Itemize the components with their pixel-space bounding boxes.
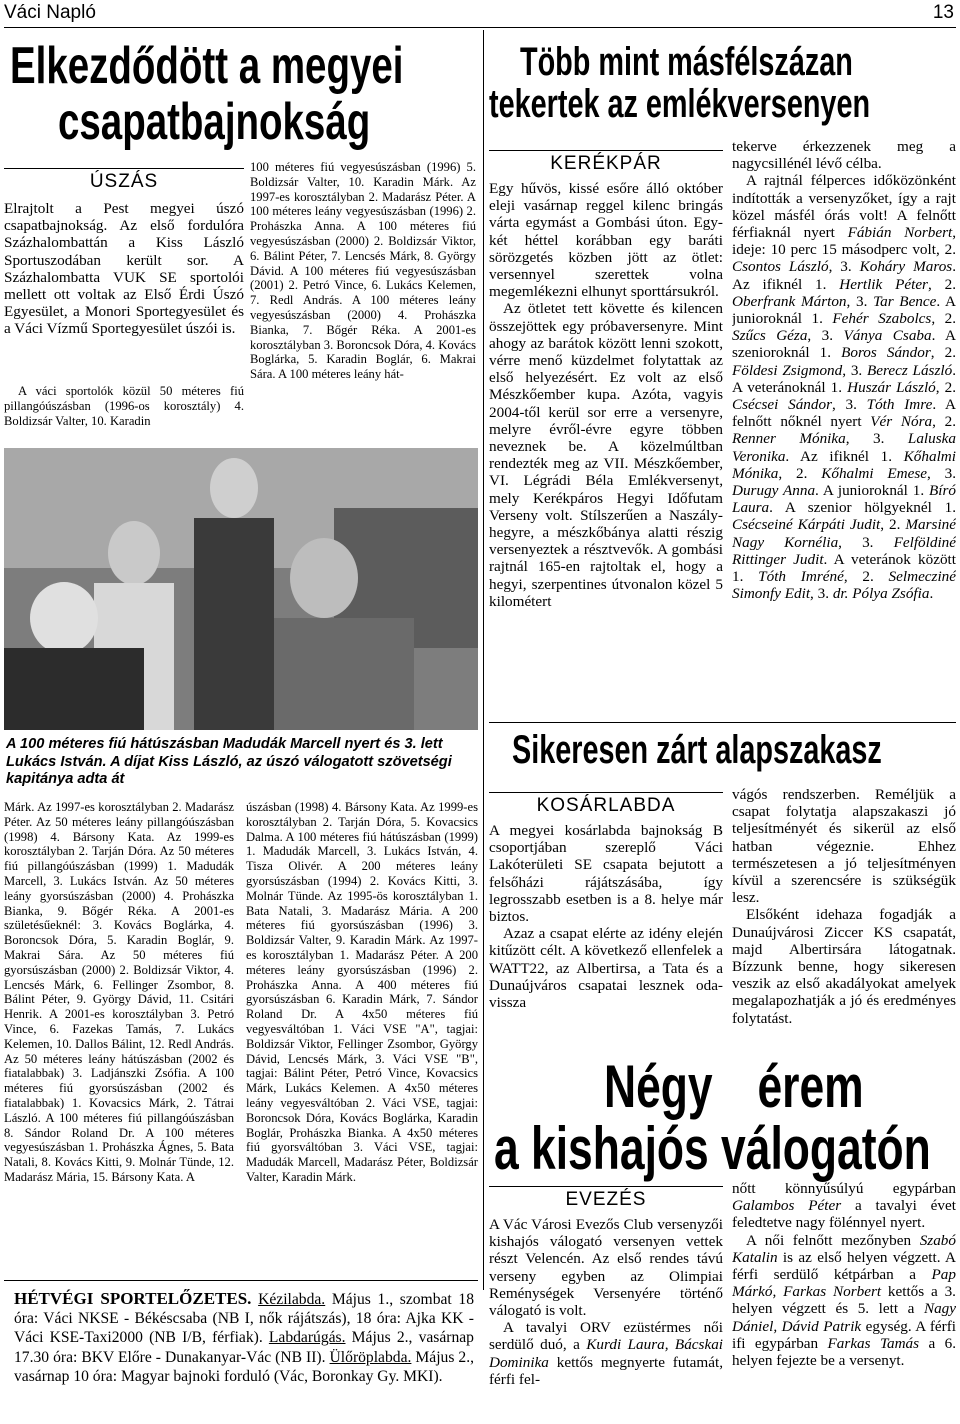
swim-section-label: ÚSZÁS <box>4 168 244 196</box>
column-divider <box>483 30 484 1290</box>
weekend-t2: Május 2., vasárnap 17.30 óra: BKV Előre - Dunakanyar-Vác (NB II). <box>14 1329 474 1366</box>
award-photo <box>4 448 478 730</box>
cycling-headline-2: tekertek az emlékversenyen <box>489 82 871 126</box>
rowing-headline-1: Négy érem <box>604 1053 864 1120</box>
weekend-k1: Kézilabda. <box>258 1291 326 1308</box>
basket-section-label: KOSÁRLABDA <box>489 792 723 820</box>
weekend-preview-box <box>4 1280 478 1421</box>
weekend-title: HÉTVÉGI SPORTELŐZETES. <box>14 1289 252 1308</box>
cycling-headline-1: Több mint másfélszázan <box>520 40 853 84</box>
rowing-col2: nőtt könnyűsúlyú egypárban Galambos Péter a tavalyi évet feledtetve nagy fölénnyel nyert. A női felnőtt mezőnyben Szabó Katalin is az első helyen végzett. A férfi serdülő kétpárban a Pap Márkó, Farkas Norbert kettős a 3. helyen végzett és 5. lett a Nagy Dániel, Dávid Patrik egység. A férfi ifi egypárban Farkas Tamás a 6. helyen fejezte be a versenyt. <box>732 1180 956 1370</box>
weekend-t3: Május 2., vasárnap 10 óra: Magyar bajnoki forduló (Vác, Boronkay Gy. MKI). <box>14 1348 475 1385</box>
swim-col2-results: 100 méteres fiú vegyesúszásban (1996) 5. Boldizsár Valter, 10. Karadin Márk. Az 1997-es korosztályban 2. Madarász Péter. A 100 méteres leány vegyesúszásban (1996) 2. Prohászka Anna. A 100 méteres fiú vegyesúszásban (2000) 2. Boldizsár Viktor, 6. Bálint Péter, 7. Lencsés Márk, 8. György Dávid. A 100 méteres fiú vegyesúszásban (2001) 2. Petró Vince, 6. Lukács Kelemen, 7. Redl András. A 100 méteres leány vegyesúszásban (2000) 4. Prohászka Bianka, 7. Bőgér Réka. A 2001-es korosztályban 3. Boroncsok Dóra, 4. Kovács Boglárka, 5. Karadin Boglár, 6. Makrai Sára. A 100 méteres leány hát- <box>250 160 476 382</box>
rowing-section-label: EVEZÉS <box>489 1186 723 1214</box>
weekend-k2: Labdarúgás. <box>268 1329 346 1347</box>
page-number: 13 <box>932 2 954 23</box>
header-rule <box>4 27 956 28</box>
paper-name: Váci Napló <box>4 2 96 23</box>
cycling-section-label: KERÉKPÁR <box>489 150 723 178</box>
photo-caption: A 100 méteres fiú hátúszásban Madudák Marcell nyert és 3. lett Lukács István. A díjat Kiss László, az úszó válogatott szövetségi kapitánya adta át <box>6 736 452 788</box>
swim-intro: Elrajtolt a Pest megyei úszó csapatbajnokság. Az első fordulóra Százhalombattán a Kiss László Sportuszodában került sor. A Százhalombatta VUK SE sportolói mellett ott voltak az Első Érdi Úszó Egyesület, a Monori Sportegyesület és a Váci Vízmű Sportegyesület úszói is. <box>4 200 244 338</box>
swim-col3-results: Márk. Az 1997-es korosztályban 2. Madarász Péter. Az 50 méteres leány pillangóúszásban (1998) 4. Bársony Kata. Az 1999-es korosztályban 2. Tarján Dóra. Az 50 méteres fiú pillangóúszásban (1999) 1. Madudák Marcell, 3. Lukács István. Az 50 méteres leány gyorsúszásban (2000) 4. Prohászka Bianka, 9. Bőgér Réka. A 2001-es születésűeknél: 3. Kovács Boglárka, 4. Boroncsok Dóra, 5. Karadin Boglár, 9. Makrai Sára. Az 50 méteres fiú gyorsúszásban (2000) 2. Boldizsár Viktor, 4. Lencsés Márk, 6. Fellinger Zsombor, 8. Bálint Péter, 9. György Dávid, 11. Csitári Henrik. A 2001-es korosztályban 3. Petró Vince, 6. Fazekas Tamás, 7. Lukács Kelemen, 10. Dallos Bálint, 12. Redl András. Az 50 méteres leány hátúszásban (2002 és fiatalabbak) 3. Ladjánszki Zsófia. A 100 méteres fiú gyorsúszásban (2002 és fiatalabbak) 1. Kovacsics Márk, 2. Tátrai László. A 100 méteres fiú pillangóúszásban 8. Sándor Roland Dr. A 100 méteres vegyesúszásban 1. Prohászka Ágnes, 5. Bata Natali, 8. Kovács Kitti, 9. Molnár Tünde, 12. Madarász Mária, 15. Bársony Kata. A <box>4 800 234 1184</box>
rowing-col1: A Vác Városi Evezős Club versenyzői kishajós válogató versenyen vettek részt Velencén. Az első rendes távú verseny egyben az Olimpiai Reménységek Versenyére történő válogató is volt. A tavalyi ORV ezüstérmes női serdülő duó, a Kurdi Laura, Bácskai Dominika kettős megnyerte futamát, férfi fel- <box>489 1216 723 1388</box>
swim-col4-results: úszásban (1998) 4. Bársony Kata. Az 1999-es korosztályban 2. Tarján Dóra, 5. Kovacsics Dalma. A 100 méteres fiú hátúszásban (1999) 1. Madudák Marcell, 3. Lukács István, 4. Tisza Olivér. A 200 méteres leány gyorsúszásban (1994) 2. Kovács Kitti, 3. Molnár Tünde. Az 1995-ös korosztályban 1. Bata Natali, 3. Madarász Mária. A 200 méteres fiú gyorsúszásban (1996) 3. Boldizsár Valter, 9. Karadin Márk. Az 1997-es korosztályban 1. Madarász Péter. A 200 méteres leány gyorsúszásban (1996) 2. Prohászka Anna. A 400 méteres fiú gyorsúszásban 6. Karadin Márk, 7. Sándor Roland Dr. A 4x50 méteres fiú vegyesváltóban 1. Váci VSE "A", tagjai: Boldizsár Viktor, Fellinger Zsombor, György Dávid, Lencsés Márk, 3. Váci VSE "B", tagjai: Bálint Péter, Petró Vince, Kovacsics Márk, Lukács Kelemen. A 4x50 méteres leány vegyesváltóban 2. Váci VSE, tagjai: Boroncsok Dóra, Kovács Boglárka, Karadin Boglár, Prohászka Bianka. A 4x50 méteres fiú gyorsváltóban 3. Váci VSE, tagjai: Madudák Marcell, Madarász Péter, Boldizsár Valter, Karadin Márk. <box>246 800 478 1184</box>
basket-col1: A megyei kosárlabda bajnokság B csoportjában szereplő Váci Lakóterületi SE csapata bejutott a felsőházi rájátszásába, így legrosszabb esetben is a 8. helye már biztos. Azaz a csapat elérte az idény elején kitűzött célt. A következő ellenfelek a WATT22, az Albertirsa, a Tata és a Dunaújváros csapatai lesznek oda-vissza <box>489 822 723 1012</box>
cycling-col1: Egy hűvös, kissé esőre álló október eleji vasárnap reggel kilenc bringás várta egymást a Gombási úton. Egy-két héttel korábban egy baráti sörözgetés közben jött az ötlet: versennyel szerettek volna megemlékezni elhunyt sporttársukról. Az ötletet tett követte és kilencen összejöttek egy próbaversenyre. Mint ahogy az barátok között lenni szokott, vérre menő küzdelmet folytattak az első helyezésért. Ez volt az első Mészkőember kupa. Azóta, vagyis 2004-től kerül sor erre a versenyre, melyre évről-évre egyre többen neveznek be. A közelmúltban rendezték meg az VII. Mészkőember, VI. Légrádi Béla Emlékversenyt, mely Kerékpáros Hegyi Időfutam Verseny volt. Stílszerűen a Naszály-hegyre, a mészkőbánya alatti részig versenyeztek a résztvevők. A gombási rajtnál 165-en rajtoltak el, hogy a hegyi, szerpentines útvonalon közel 5 kilométert <box>489 180 723 610</box>
weekend-k3: Ülőröplabda. <box>329 1348 412 1366</box>
basket-col2: vágós rendszerben. Reméljük a csapat folytatja alapszakaszi jó teljesítményét és sikerül az első hatban végeznie. Ehhez természetesen a jó teljesítményen kívül a szerencsére is szükségük lesz. Elsőként idehaza fogadják a Dunaújvárosi Ziccer KS csapatát, majd Albertirsára látogatnak. Bízzunk benne, hogy sikeresen veszik az első akadályokat amelyek megalapozhatják a jó és eredményes folytatást. <box>732 786 956 1027</box>
swim-col1-results: A váci sportolók közül 50 méteres fiú pillangóúszásban (1996-os korosztály) 4. Boldizsár Valter, 10. Karadin <box>4 384 244 428</box>
swim-headline-1: Elkezdődött a megyei <box>10 37 404 95</box>
basket-headline: Sikeresen zárt alapszakasz <box>512 728 882 772</box>
basket-top-rule <box>489 722 956 723</box>
photo-illustration <box>4 448 478 730</box>
rowing-headline-2: a kishajós válogatón <box>494 1115 931 1182</box>
swim-headline-2: csapatbajnokság <box>58 93 371 151</box>
weekend-t1: Május 1., szombat 18 óra: Váci NKSE - Békéscsaba (NB I, nők rájátszás), 18 óra: Ajka KK - Váci KSE-Taxi2000 (NB I/B, férfiak). <box>14 1291 474 1347</box>
cycling-col2: tekerve érkezzenek meg a nagycsillénél lévő célba. A rajtnál félperces időközönként indították a versenyzőket, így a rajt közel másfél órás volt! A felnőtt férfiaknál nyert Fábián Norbert, ideje: 10 perc 15 másodperc volt, 2. Csontos László, 3. Koháry Maros. Az ifiknél 1. Hertlik Péter, 2. Oberfrank Márton, 3. Tar Bence. A junioroknál 1. Fehér Szabolcs, 2. Szűcs Géza, 3. Ványa Csaba. A szenioroknál 1. Boros Sándor, 2. Földesi Zsigmond, 3. Berecz László. A veteránoknál 1. Huszár László, 2. Csécsei Sándor, 3. Tóth Imre. A felnőtt nőknél nyert Vér Nóra, 2. Renner Mónika, 3. Laluska Veronika. Az ifiknél 1. Kőhalmi Mónika, 2. Kőhalmi Emese, 3. Durugy Anna. A junioroknál 1. Bíró Laura. A szenior hölgyeknél 1. Csécseiné Kárpáti Judit, 2. Marsiné Nagy Kornélia, 3. Felföldiné Rittinger Judit. A veteránok között 1. Tóth Imréné, 2. Selmecziné Simonfy Edit, 3. dr. Pólya Zsófia. <box>732 138 956 603</box>
